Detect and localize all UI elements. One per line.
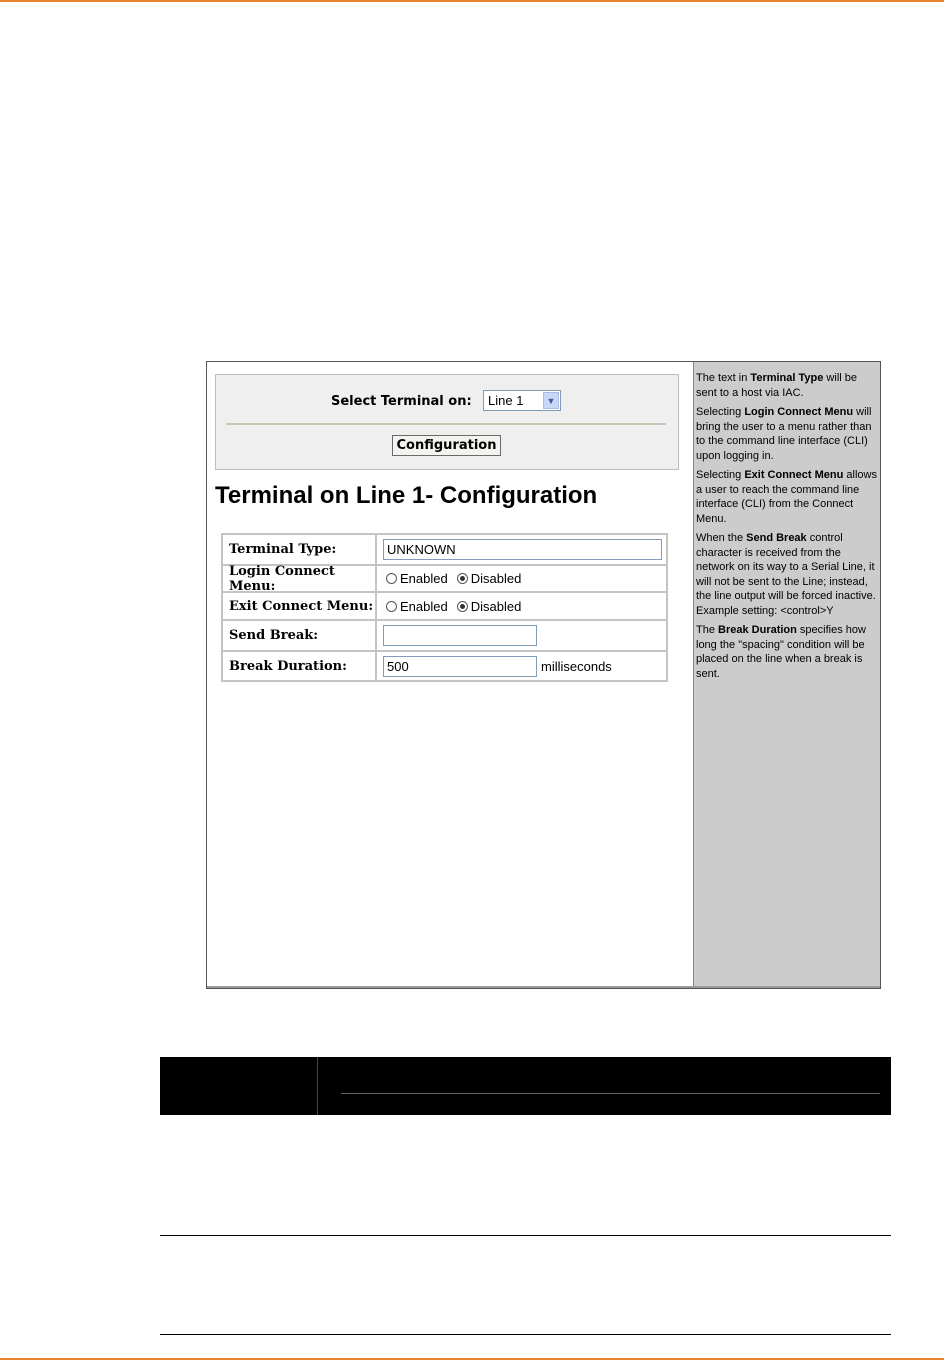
send-break-input[interactable] <box>383 625 537 646</box>
help-terminal-type: The text in Terminal Type will be sent to a host via IAC. <box>696 372 857 399</box>
help-panel <box>693 362 881 988</box>
exit-connect-menu-label: Exit Connect Menu: <box>223 593 377 619</box>
login-disabled-label: Disabled <box>470 571 522 586</box>
table-row-divider <box>160 1334 891 1335</box>
send-break-row <box>223 621 666 652</box>
chevron-down-icon[interactable]: ▼ <box>543 392 559 409</box>
table-row-divider <box>160 1235 891 1236</box>
select-terminal-label: Select Terminal on: <box>331 394 472 409</box>
exit-enabled-radio[interactable] <box>386 601 397 612</box>
screenshot-frame <box>206 361 881 989</box>
table-header-separator <box>317 1057 318 1115</box>
login-connect-menu-label: Login Connect Menu: <box>223 566 377 591</box>
terminal-type-input[interactable]: UNKNOWN <box>383 539 662 560</box>
break-duration-unit: milliseconds <box>541 658 612 674</box>
terminal-type-label: Terminal Type: <box>223 535 377 564</box>
break-duration-row <box>223 652 666 680</box>
page-title: Terminal on Line 1- Configuration <box>215 482 598 509</box>
line-select[interactable] <box>483 390 561 411</box>
send-break-label: Send Break: <box>223 621 377 650</box>
login-disabled-radio[interactable] <box>457 573 468 584</box>
login-connect-menu-row <box>223 563 666 594</box>
terminal-selector-panel <box>215 374 679 470</box>
login-enabled-radio[interactable] <box>386 573 397 584</box>
line-select-value: Line 1 <box>488 393 524 408</box>
help-send-break: When the Send Break control character is received from the network on its way to a Serial Line, it will not be sent to the Line; instead, the line output will be forced inactive. Example setting: <control>Y <box>696 532 876 617</box>
frame-bottom-line <box>207 986 880 988</box>
configuration-button[interactable]: Configuration <box>392 435 501 456</box>
exit-connect-menu-row <box>223 593 666 621</box>
help-break-duration: The Break Duration specifies how long the "spacing" condition will be placed on the line when a break is sent. <box>696 624 866 680</box>
break-duration-input[interactable]: 500 <box>383 656 537 677</box>
table-header <box>160 1057 891 1115</box>
break-duration-label: Break Duration: <box>223 652 377 680</box>
divider <box>226 423 666 425</box>
table-header-rule <box>341 1093 880 1094</box>
terminal-config-table <box>221 533 668 682</box>
help-login-connect-menu: Selecting Login Connect Menu will bring the user to a menu rather than to the command line interface (CLI) upon logging in. <box>696 406 872 462</box>
footer-rule <box>0 1358 944 1360</box>
terminal-type-row <box>223 535 666 566</box>
exit-enabled-label: Enabled <box>400 598 448 614</box>
exit-disabled-label: Disabled <box>470 598 522 614</box>
header-rule <box>0 0 944 2</box>
login-enabled-label: Enabled <box>400 571 448 586</box>
exit-disabled-radio[interactable] <box>457 601 468 612</box>
help-exit-connect-menu: Selecting Exit Connect Menu allows a user to reach the command line interface (CLI) from the Connect Menu. <box>696 469 877 525</box>
